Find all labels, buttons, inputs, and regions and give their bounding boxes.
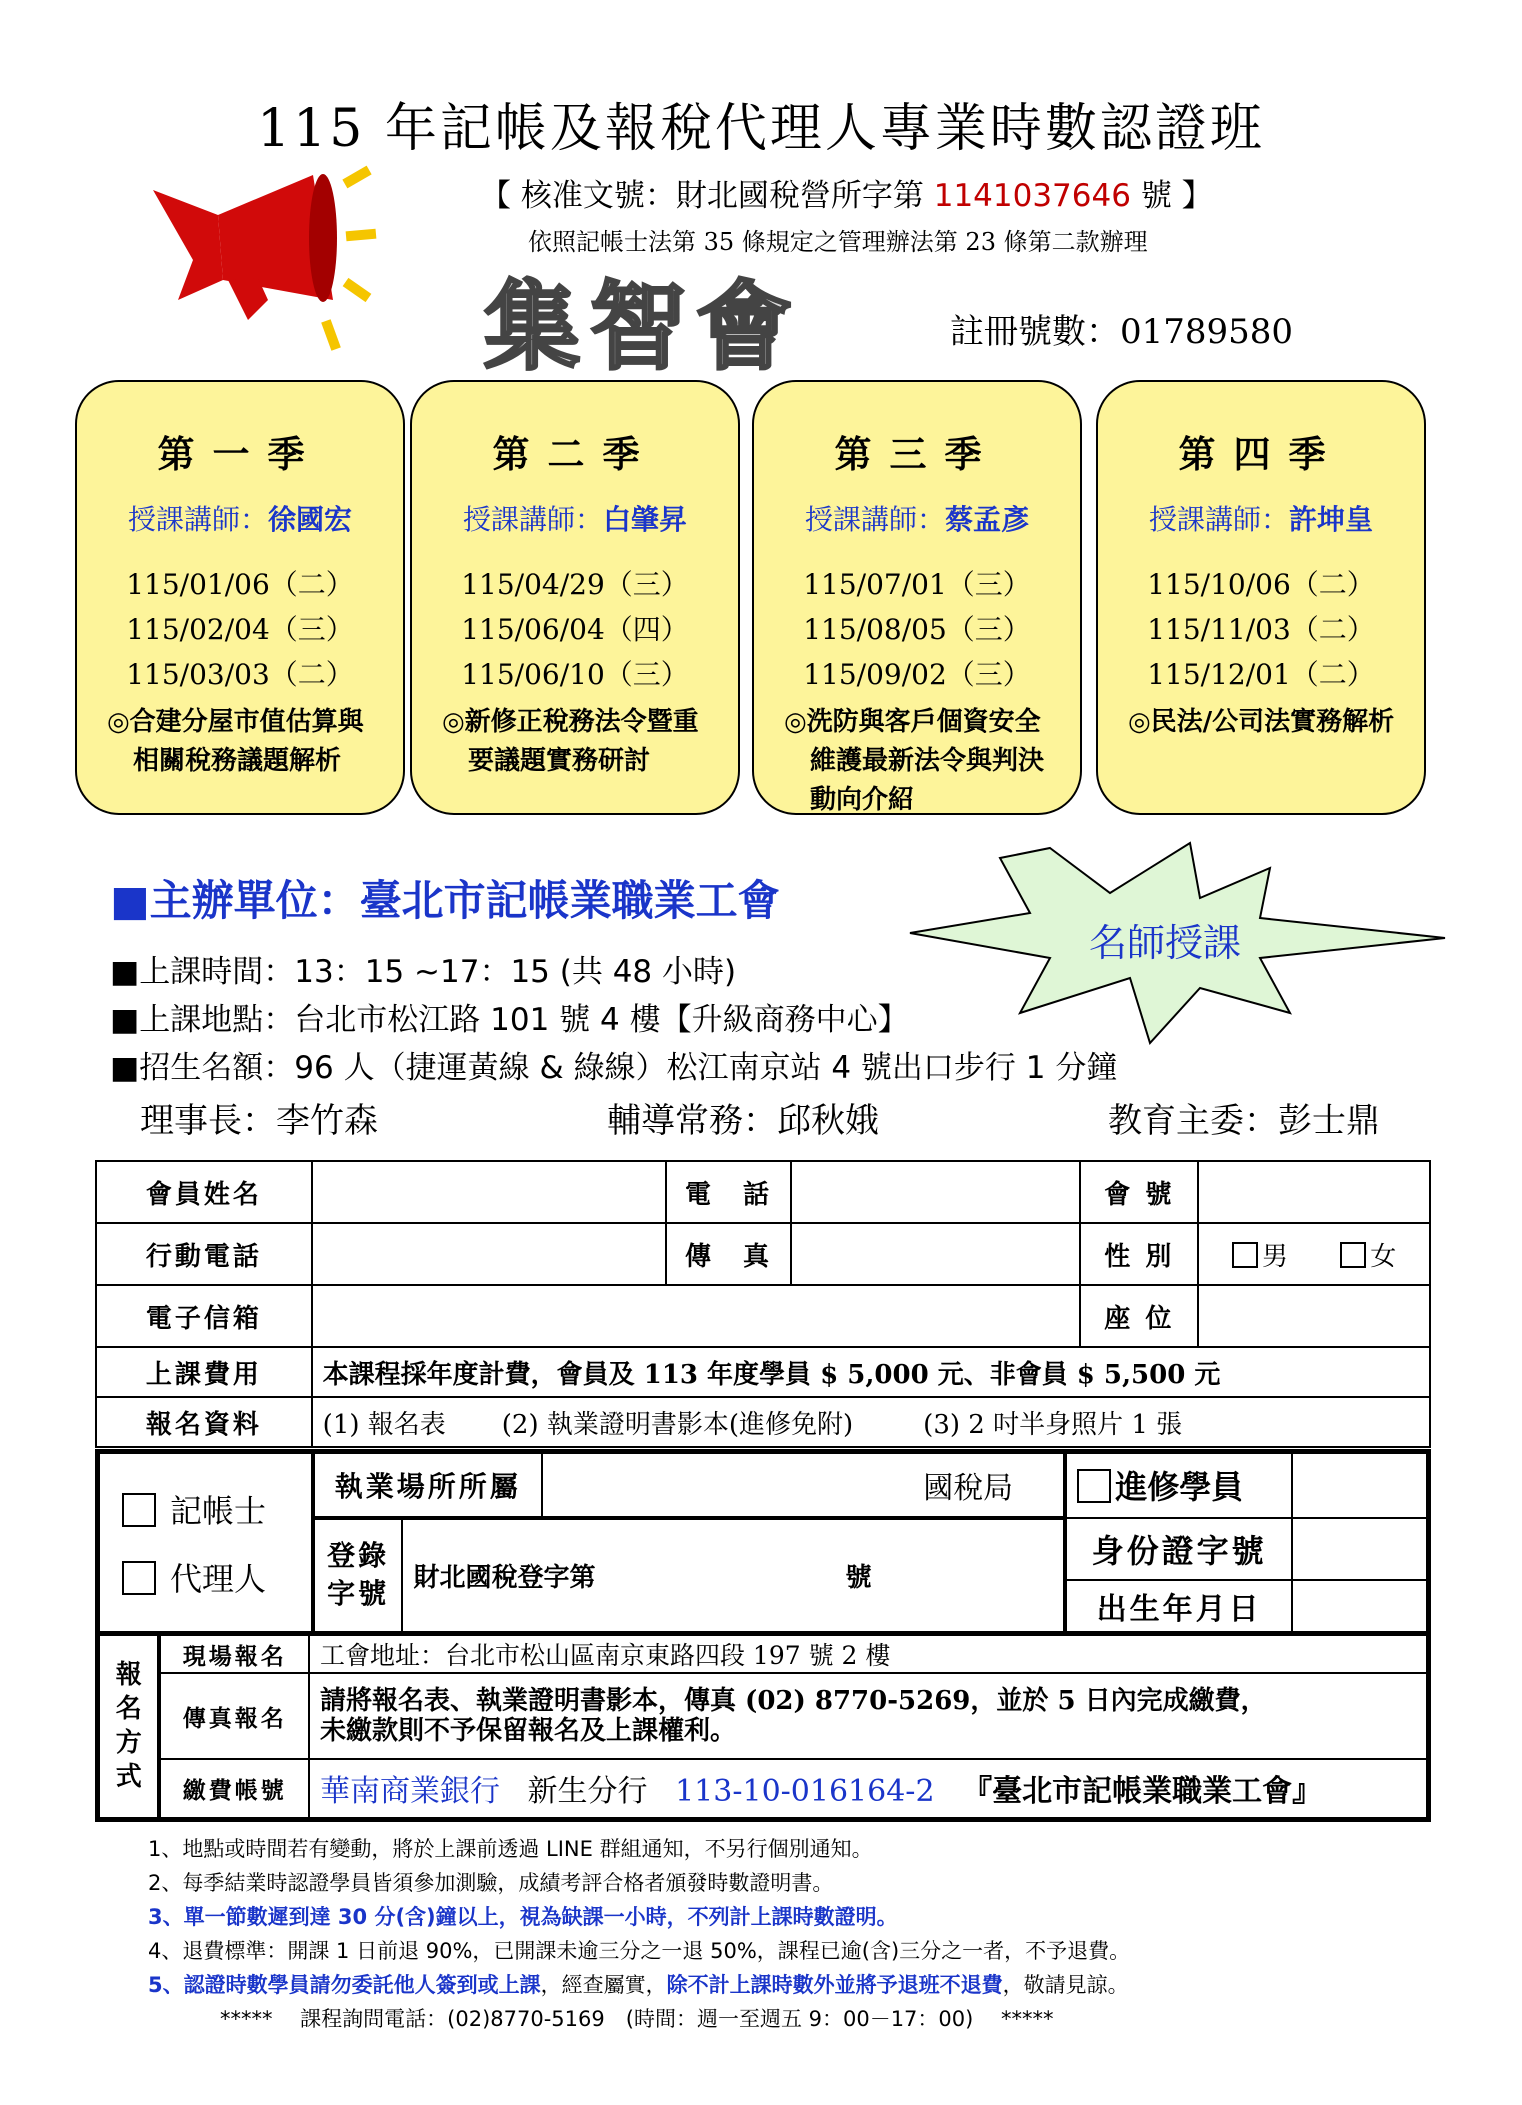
season-topic: ◎新修正稅務法令暨重要議題實務研討 <box>442 707 699 776</box>
onsite-label: 現場報名 <box>159 1635 309 1673</box>
season-teacher: 授課講師：蔡孟彥 <box>804 503 1030 536</box>
email-field[interactable] <box>312 1285 1081 1347</box>
director: 輔導常務：邱秋娥 <box>607 1101 879 1141</box>
logo-banner <box>408 270 878 378</box>
male-checkbox[interactable] <box>1232 1242 1258 1268</box>
id-label: 身份證字號 <box>1065 1518 1292 1580</box>
mobile-label: 行動電話 <box>96 1223 312 1285</box>
bookkeeper-checkbox[interactable] <box>122 1493 156 1527</box>
docs-text: (1) 報名表 (2) 執業證明書影本(進修免附) (3) 2 吋半身照片 1 張 <box>312 1397 1430 1447</box>
phone-field[interactable] <box>791 1161 1080 1223</box>
fax-label: 傳 真 <box>666 1223 791 1285</box>
class-location: ■上課地點：台北市松江路 101 號 4 樓【升級商務中心】 <box>110 1002 909 1038</box>
megaphone-icon <box>138 160 378 360</box>
fee-text: 本課程採年度計費，會員及 113 年度學員 $ 5,000 元、非會員 $ 5,500 元 <box>312 1347 1430 1397</box>
email-label: 電子信箱 <box>96 1285 312 1347</box>
season-teacher: 授課講師：徐國宏 <box>127 503 353 536</box>
gender-label: 性 別 <box>1080 1223 1198 1285</box>
season-card-4 <box>1096 380 1426 815</box>
approval-number <box>480 170 1213 215</box>
tax-bureau-field[interactable]: 國稅局 <box>542 1452 1065 1518</box>
note-2: 2、每季結業時認證學員皆須參加測驗，成績考評合格者頒發時數證明書。 <box>148 1871 834 1895</box>
seat-field[interactable] <box>1198 1285 1430 1347</box>
birth-field[interactable] <box>1292 1580 1428 1634</box>
continuing-option: 進修學員 <box>1065 1452 1292 1518</box>
fax-reg-text: 請將報名表、執業證明書影本，傳真 (02) 8770-5269，並於 5 日內完成繳費， 未繳款則不予保留報名及上課權利。 <box>309 1673 1429 1759</box>
license-type: 記帳士 代理人 <box>98 1452 313 1634</box>
fax-reg-label: 傳真報名 <box>159 1673 309 1759</box>
onsite-text: 工會地址：台北市松山區南京東路四段 197 號 2 樓 <box>309 1635 1429 1673</box>
notes <box>148 1832 1130 2036</box>
season-topic: ◎洗防與客戶個資安全維護最新法令與判決動向介紹 <box>784 707 1045 815</box>
note-5: 5、認證時數學員請勿委託他人簽到或上課，經查屬實，除不計上課時數外並將予退班不退費，敬請見諒。 <box>148 1973 1129 1997</box>
member-name-field[interactable] <box>312 1161 666 1223</box>
registration-number: 註冊號數：01789580 <box>950 312 1294 352</box>
license-section <box>95 1449 1431 1636</box>
birth-label: 出生年月日 <box>1065 1580 1292 1634</box>
fee-label: 上課費用 <box>96 1347 312 1397</box>
education-chair: 教育主委：彭士鼎 <box>1108 1101 1380 1141</box>
seat-label: 座 位 <box>1080 1285 1198 1347</box>
agent-checkbox[interactable] <box>122 1561 156 1595</box>
phone-label: 電 話 <box>666 1161 791 1223</box>
reg-field[interactable]: 財北國稅登字第 號 <box>402 1518 1065 1634</box>
enrollment-quota: ■招生名額：96 人（捷運黃線 & 綠線）松江南京站 4 號出口步行 1 分鐘 <box>110 1050 1118 1086</box>
season-title: 第三季 <box>834 432 1000 476</box>
continuing-field[interactable] <box>1292 1452 1428 1518</box>
inquiry-line: ***** 課程詢問電話：(02)8770-5169 (時間：週一至週五 9：00－17：00) ***** <box>220 2007 1054 2031</box>
affiliation-label: 執業場所所屬 <box>313 1452 542 1518</box>
season-teacher: 授課講師：許坤皇 <box>1148 503 1374 536</box>
approval-code: 1141037646 <box>933 178 1131 214</box>
continuing-checkbox[interactable] <box>1077 1469 1111 1503</box>
season-card-2 <box>410 380 740 815</box>
law-basis: 依照記帳士法第 35 條規定之管理辦法第 23 條第二款辦理 <box>528 228 1148 256</box>
logo-text: 集智會 <box>484 271 802 378</box>
payment-text: 華南商業銀行 新生分行 113-10-016164-2 『臺北市記帳業職業工會』 <box>309 1759 1429 1819</box>
starburst-badge <box>900 838 1460 1050</box>
season-title: 第二季 <box>492 432 658 476</box>
bank-name: 華南商業銀行 <box>319 1774 500 1810</box>
member-no-field[interactable] <box>1198 1161 1430 1223</box>
approval-suffix: 號 】 <box>1140 178 1213 214</box>
class-time: ■上課時間：13：15 ~17：15 (共 48 小時) <box>110 954 737 990</box>
member-no-label: 會 號 <box>1080 1161 1198 1223</box>
note-4: 4、退費標準：開課 1 日前退 90%，已開課未逾三分之一退 50%，課程已逾(含)三分之一者，不予退費。 <box>148 1939 1131 1963</box>
approval-prefix: 【 核准文號：財北國稅營所字第 <box>480 178 924 214</box>
organizer: ■主辦單位：臺北市記帳業職業工會 <box>110 876 780 925</box>
method-label: 報名方式 <box>98 1635 160 1819</box>
badge-text: 名師授課 <box>1088 921 1242 965</box>
season-topic: ◎合建分屋市值估算與相關稅務議題解析 <box>107 707 364 776</box>
page-title: 115 年記帳及報稅代理人專業時數認證班 <box>257 99 1265 159</box>
season-teacher: 授課講師：白肇昇 <box>462 503 688 536</box>
payment-label: 繳費帳號 <box>159 1759 309 1819</box>
season-title: 第一季 <box>157 432 323 476</box>
season-dates: 115/01/06（二） 115/02/04（三） 115/03/03（二） <box>126 568 354 691</box>
season-topic: ◎民法/公司法實務解析 <box>1128 707 1395 737</box>
staff-row <box>140 1093 1380 1142</box>
docs-label: 報名資料 <box>96 1397 312 1447</box>
fax-field[interactable] <box>791 1223 1080 1285</box>
note-3: 3、單一節數遲到達 30 分(含)鐘以上，視為缺課一小時，不列計上課時數證明。 <box>148 1905 898 1929</box>
season-dates: 115/04/29（三） 115/06/04（四） 115/06/10（三） <box>461 568 689 691</box>
member-name-label: 會員姓名 <box>96 1161 312 1223</box>
season-card-3 <box>752 380 1082 815</box>
mobile-field[interactable] <box>312 1223 666 1285</box>
note-1: 1、地點或時間若有變動，將於上課前透過 LINE 群組通知，不另行個別通知。 <box>148 1837 873 1861</box>
reg-label: 登錄字號 <box>313 1518 403 1634</box>
season-title: 第四季 <box>1178 432 1344 476</box>
season-dates: 115/10/06（二） 115/11/03（二） 115/12/01（二） <box>1147 568 1375 691</box>
chairman: 理事長：李竹森 <box>140 1101 378 1141</box>
season-card-1 <box>75 380 405 815</box>
female-checkbox[interactable] <box>1340 1242 1366 1268</box>
account-number: 113-10-016164-2 <box>675 1774 935 1810</box>
season-dates: 115/07/01（三） 115/08/05（三） 115/09/02（三） <box>803 568 1031 691</box>
registration-methods <box>95 1634 1431 1822</box>
id-field[interactable] <box>1292 1518 1428 1580</box>
registration-form <box>95 1160 1431 1448</box>
gender-options: 男 女 <box>1198 1223 1430 1285</box>
